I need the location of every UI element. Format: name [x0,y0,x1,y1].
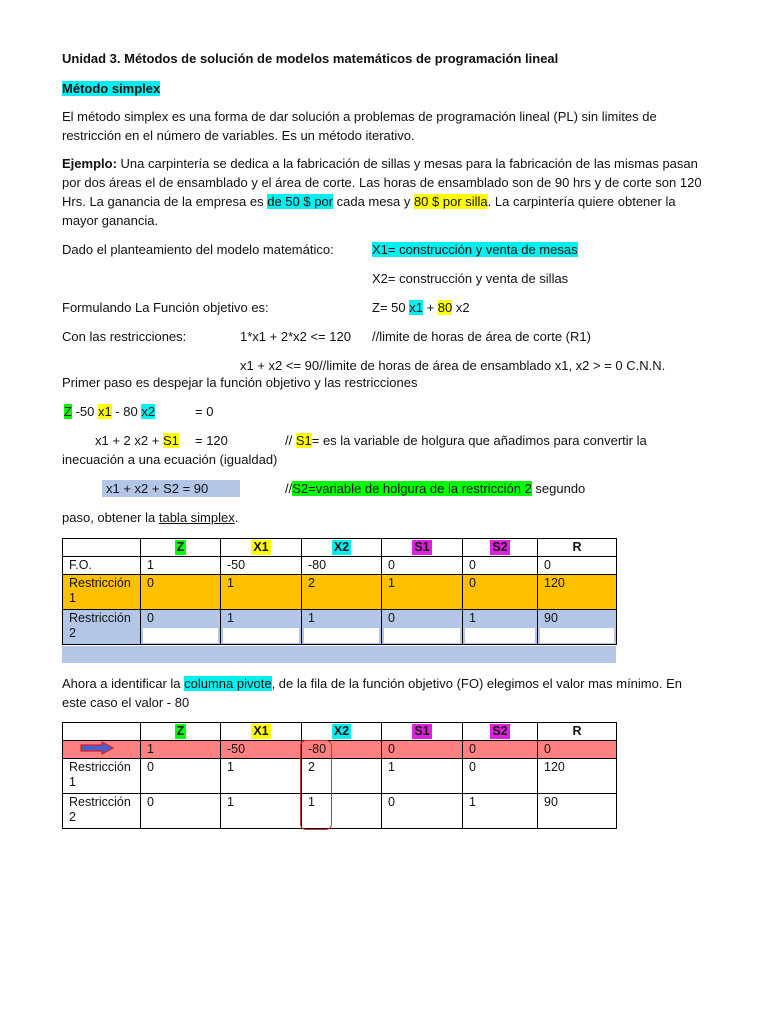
table-cell: 1 [463,610,538,645]
header-cell [63,723,141,741]
header-s2: S2 [463,539,538,557]
header-r: R [538,539,617,557]
equation-objective: Z -50 x1 - 80 x2 [64,404,156,419]
table-cell: 0 [538,741,617,759]
header-s2: S2 [463,723,538,741]
table-cell: 1 [302,794,382,829]
constraint-2: x1 + x2 <= 90//limite de horas de área de ensamblado x1, x2 > = 0 C.N.N. [240,358,666,373]
step-1-text: Primer paso es despejar la función objetivo y las restricciones [62,375,418,390]
table-cell: 1 [382,759,463,794]
table-cell: 1 [221,794,302,829]
table-cell: F.O. [63,557,141,575]
table-cell: 0 [382,741,463,759]
constraint-1: 1*x1 + 2*x2 <= 120 [240,329,351,344]
table-cell: 2 [302,759,382,794]
right-arrow-icon [80,741,114,755]
step-2-text: paso, obtener la tabla simplex. [62,510,239,525]
table-row [63,575,617,610]
table-cell: 90 [538,610,617,645]
equation-restriction-1-rhs: = 120 [195,433,228,448]
table-cell: 0 [463,575,538,610]
table-header-row [63,723,617,741]
document-heading: Unidad 3. Métodos de solución de modelos matemáticos de programación lineal [62,51,559,66]
simplex-table-1 [62,538,617,645]
example-line-2: por dos áreas el de ensamblado y el área de corte. Las horas de ensamblado son de 90 hrs y de corte son 120 [62,175,702,190]
table-cell: 1 [221,575,302,610]
table-cell: 1 [302,610,382,645]
example-line-4: mayor ganancia. [62,213,159,228]
table-cell: 0 [463,741,538,759]
table-cell: 1 [382,575,463,610]
table-cell: 0 [141,575,221,610]
table-cell: 0 [141,794,221,829]
table-cell: Restricción 2 [63,610,141,645]
simplex-table-2 [62,722,617,829]
table-cell: 1 [221,759,302,794]
table-cell: 0 [463,759,538,794]
header-cell [63,539,141,557]
example-line-1: Ejemplo: Una carpintería se dedica a la fabricación de sillas y mesas para la fabricación de las mismas pasan [62,156,698,171]
table-highlight-bar [62,646,616,663]
model-label: Dado el planteamiento del modelo matemático: [62,242,334,257]
pivot-column-outline [300,740,332,830]
header-x2: X2 [302,723,382,741]
header-z: Z [141,723,221,741]
header-z: Z [141,539,221,557]
equation-objective-rhs: = 0 [195,404,214,419]
header-s1: S1 [382,539,463,557]
table-cell: 90 [538,794,617,829]
table-cell: 1 [141,741,221,759]
equation-restriction-1: x1 + 2 x2 + S1 [95,433,179,448]
table-cell: 120 [538,759,617,794]
constraints-label: Con las restricciones: [62,329,187,344]
intro-line-1: El método simplex es una forma de dar solución a problemas de programación lineal (PL) sin limites de [62,109,657,124]
table-cell: 1 [141,557,221,575]
table-cell: -50 [221,741,302,759]
table-cell: 0 [538,557,617,575]
table-cell: 1 [463,794,538,829]
table-cell: -80 [302,741,382,759]
table-row [63,741,617,759]
table-cell: 0 [141,759,221,794]
table-header-row [63,539,617,557]
header-x1: X1 [221,723,302,741]
table-row [63,557,617,575]
table-cell: 0 [382,610,463,645]
table-row [63,794,617,829]
example-line-3: Hrs. La ganancia de la empresa es de 50 $ por cada mesa y 80 $ por silla. La carpintería quiere obtener la [62,194,676,209]
equation-restriction-1-comment-cont: inecuación a una ecuación (igualdad) [62,452,278,467]
x1-definition: X1= construcción y venta de mesas [372,242,578,257]
table-cell: 0 [463,557,538,575]
table-cell: -50 [221,557,302,575]
table-cell: -80 [302,557,382,575]
pivot-text-line-2: este caso el valor - 80 [62,695,190,710]
header-r: R [538,723,617,741]
table-cell: 120 [538,575,617,610]
header-x1: X1 [221,539,302,557]
x2-definition: X2= construcción y venta de sillas [372,271,569,286]
table-row [63,610,617,645]
equation-restriction-2-comment: //S2=variable de holgura de la restricción 2 segundo [285,481,586,496]
table-cell: Restricción 1 [63,759,141,794]
intro-line-2: restricción en el número de variables. Es un método iterativo. [62,128,415,143]
table-cell: 1 [221,610,302,645]
constraint-1-comment: //limite de horas de área de corte (R1) [372,329,591,344]
pivot-text-line-1: Ahora a identificar la columna pivote, de la fila de la función objetivo (FO) elegimos el valor mas mínimo. En [62,676,682,691]
table-cell: Restricción 2 [63,794,141,829]
table-row [63,759,617,794]
equation-restriction-2: x1 + x2 + S2 = 90 [106,481,209,496]
header-s1: S1 [382,723,463,741]
equation-restriction-1-comment: // S1= es la variable de holgura que añadimos para convertir la [285,433,647,448]
table-cell: 0 [382,794,463,829]
objective-function: Z= 50 x1 + 80 x2 [372,300,470,315]
table-cell: 2 [302,575,382,610]
section-title: Método simplex [62,81,161,96]
table-cell: 0 [382,557,463,575]
objective-label: Formulando La Función objetivo es: [62,300,269,315]
header-x2: X2 [302,539,382,557]
table-cell: Restricción 1 [63,575,141,610]
table-cell: 0 [141,610,221,645]
